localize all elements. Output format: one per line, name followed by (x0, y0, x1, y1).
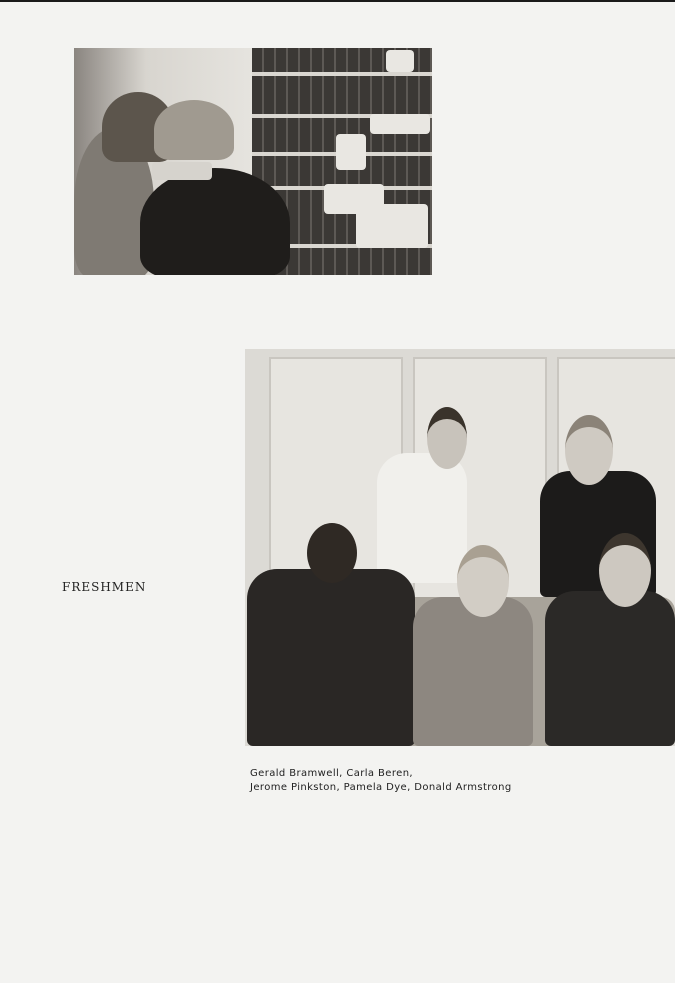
seated-boy-dark-sweater (545, 591, 675, 746)
shelf (252, 72, 432, 76)
standing-girl-head (565, 415, 613, 485)
seated-girl-plaid-vest (413, 597, 533, 746)
seated-girl-head (457, 545, 509, 617)
photo-caption (250, 767, 512, 795)
standing-boy-white-shirt (377, 453, 467, 583)
person-dark-sweater (140, 168, 290, 275)
seated-boy-head (599, 533, 651, 607)
collar (152, 162, 212, 180)
rolled-mail (356, 204, 428, 248)
seated-man-dark-suit (247, 569, 415, 746)
students-at-mailboxes-photo (74, 48, 432, 275)
caption-line: Jerome Pinkston, Pamela Dye, Donald Armstrong (250, 782, 512, 793)
section-label: FRESHMEN (62, 580, 147, 594)
person-curly-hair (154, 100, 234, 160)
standing-boy-head (427, 407, 467, 469)
page-top-edge (0, 0, 675, 2)
seated-man-head (307, 523, 357, 583)
rolled-mail (370, 114, 430, 134)
rolled-mail (336, 134, 366, 170)
freshmen-group-photo (245, 349, 675, 746)
rolled-mail (386, 50, 414, 72)
caption-line: Gerald Bramwell, Carla Beren, (250, 768, 414, 779)
